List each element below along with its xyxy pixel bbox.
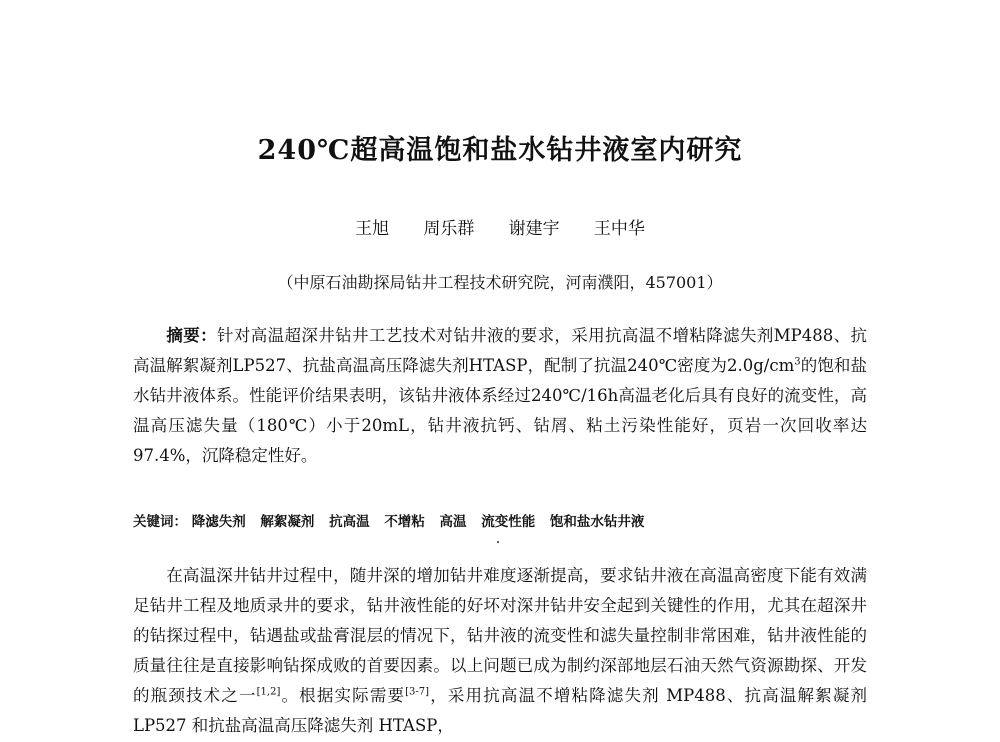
- keyword: 高温: [439, 514, 467, 530]
- body-text: ，采用抗高温不增粘降滤失剂 MP488、抗高温解絮凝剂 LP527 和抗盐高温高压降滤失剂 HTASP，: [133, 686, 868, 735]
- abstract-label: 摘要：: [166, 326, 217, 345]
- keyword: 不增粘: [384, 514, 425, 530]
- author-name: 谢建宇: [508, 219, 560, 239]
- abstract-text: 针对高温超深井钻井工艺技术对钻井液的要求，采用抗高温不增粘降滤失剂MP488、抗高温解絮凝剂LP527、抗盐高温高压降滤失剂HTASP，配制了抗温240℃密度为2.0g/cm: [133, 326, 868, 375]
- paper-title: 240℃超高温饱和盐水钻井液室内研究: [257, 135, 743, 166]
- superscript: 3: [794, 356, 801, 368]
- keywords-label: 关键词：: [133, 514, 187, 530]
- abstract-text: 的饱和盐水钻井液体系。性能评价结果表明，该钻井液体系经过240℃/16h高温老化后具有良好的流变性，高温高压滤失量（180℃）小于20mL，钻井液抗钙、钻屑、粘土污染性能好，页岩一次回收率达97.4%，沉降稳定性好。: [133, 356, 867, 465]
- author-name: 王中华: [593, 219, 645, 239]
- body-text: 。根据实际需要: [280, 686, 406, 705]
- author-name: 王旭: [355, 219, 390, 239]
- body-paragraph: [133, 561, 867, 741]
- stray-mark: [497, 541, 499, 543]
- keyword: 解絮凝剂: [260, 514, 315, 530]
- citation-ref: [3-7]: [405, 686, 430, 698]
- body-text: 在高温深井钻井过程中，随井深的增加钻井难度逐渐提高，要求钻井液在高温高密度下能有效满足钻井工程及地质录井的要求，钻井液性能的好坏对深井钻井安全起到关键性的作用，尤其在超深井的钻探过程中，钻遇盐或盐膏混层的情况下，钻井液的流变性和滤失量控制非常困难，钻井液性能的质量往往是直接影响钻探成败的首要因素。以上问题已成为制约深部地层石油天然气资源勘探、开发的瓶颈技术之一: [133, 566, 867, 705]
- author-affiliation: （中原石油勘探局钻井工程技术研究院，河南濮阳，457001）: [277, 273, 723, 292]
- citation-ref: [1,2]: [256, 686, 281, 698]
- keyword: 饱和盐水钻井液: [549, 514, 645, 530]
- abstract: [133, 321, 867, 471]
- keyword: 降滤失剂: [191, 514, 246, 530]
- author-name: 周乐群: [423, 219, 475, 239]
- keyword: 抗高温: [329, 514, 370, 530]
- author-list: [0, 214, 1000, 239]
- keyword: 流变性能: [481, 514, 536, 530]
- keywords: [133, 510, 867, 530]
